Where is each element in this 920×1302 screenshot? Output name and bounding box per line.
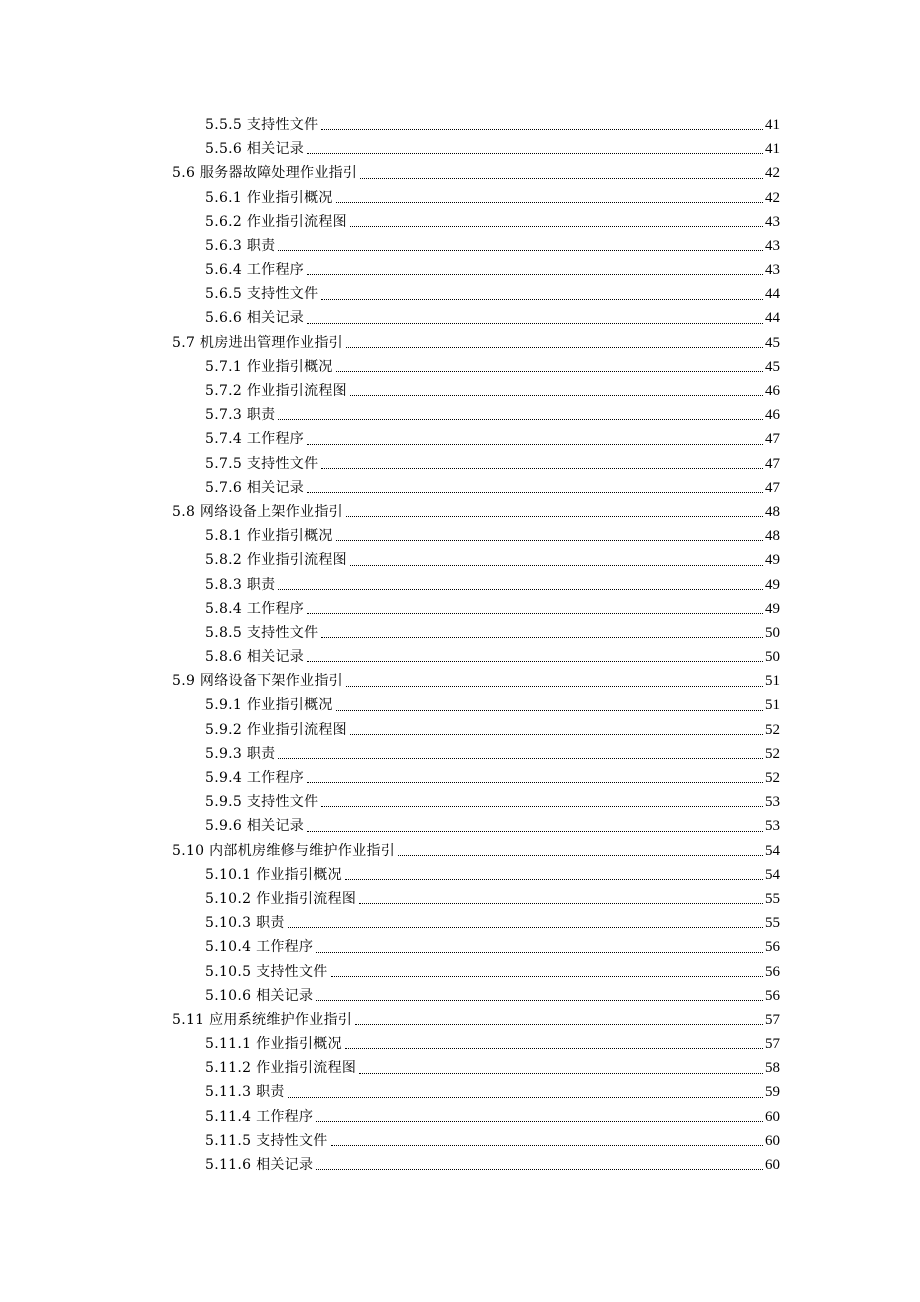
toc-entry-title: 5.8.6 相关记录 [205,649,305,666]
toc-entry-title: 5.8 网络设备上架作业指引 [172,503,343,520]
toc-entry-title: 5.9.2 作业指引流程图 [205,721,347,738]
toc-entry-page-number: 56 [765,963,780,980]
toc-entry-page-number: 60 [765,1157,780,1174]
toc-entry[interactable] [172,258,780,282]
toc-dot-leader [359,903,763,904]
toc-dot-leader [307,661,763,662]
toc-entry-page-number: 47 [765,479,780,496]
toc-entry-title: 5.7.3 职责 [205,407,276,424]
toc-entry-title: 5.9.3 职责 [205,745,276,762]
toc-entry-title: 5.8.4 工作程序 [205,600,305,617]
toc-entry[interactable] [172,887,780,911]
toc-entry-title: 5.9.6 相关记录 [205,818,305,835]
toc-entry-title: 5.11.3 职责 [205,1084,285,1101]
toc-entry-page-number: 57 [765,1011,780,1028]
toc-entry[interactable] [172,210,780,234]
toc-entry[interactable] [172,742,780,766]
toc-dot-leader [307,782,763,783]
toc-entry-page-number: 48 [765,503,780,520]
toc-entry[interactable] [172,331,780,355]
toc-entry-title: 5.11.2 作业指引流程图 [205,1060,357,1077]
toc-entry[interactable] [172,645,780,669]
toc-dot-leader [336,202,763,203]
toc-entry-page-number: 55 [765,890,780,907]
toc-entry-page-number: 46 [765,407,780,424]
toc-dot-leader [355,1024,763,1025]
toc-dot-leader [331,1145,763,1146]
toc-entry-page-number: 49 [765,576,780,593]
toc-entry[interactable] [172,379,780,403]
toc-entry[interactable] [172,621,780,645]
toc-entry-title: 5.8.3 职责 [205,576,276,593]
toc-entry-page-number: 56 [765,987,780,1004]
toc-entry[interactable] [172,984,780,1008]
toc-entry[interactable] [172,307,780,331]
toc-entry[interactable] [172,282,780,306]
toc-entry-page-number: 41 [765,141,780,158]
toc-entry[interactable] [172,113,780,137]
toc-entry-page-number: 42 [765,165,780,182]
toc-dot-leader [316,1169,763,1170]
toc-entry[interactable] [172,790,780,814]
toc-entry-title: 5.9.4 工作程序 [205,770,305,787]
toc-entry-title: 5.11.1 作业指引概况 [205,1036,342,1053]
toc-entry-page-number: 60 [765,1108,780,1125]
toc-entry-title: 5.11.6 相关记录 [205,1157,314,1174]
toc-entry[interactable] [172,427,780,451]
toc-dot-leader [359,1073,763,1074]
toc-dot-leader [307,274,763,275]
toc-entry-title: 5.6.5 支持性文件 [205,286,319,303]
toc-dot-leader [336,371,763,372]
toc-dot-leader [307,492,763,493]
toc-entry-page-number: 51 [765,697,780,714]
toc-dot-leader [307,323,763,324]
toc-entry[interactable] [172,718,780,742]
toc-entry-title: 5.10.3 职责 [205,915,285,932]
toc-dot-leader [307,613,763,614]
toc-entry-page-number: 43 [765,213,780,230]
toc-entry-page-number: 60 [765,1132,780,1149]
toc-entry-title: 5.5.5 支持性文件 [205,116,319,133]
toc-entry[interactable] [172,669,780,693]
toc-dot-leader [336,710,763,711]
toc-entry-page-number: 46 [765,383,780,400]
toc-dot-leader [350,395,763,396]
toc-dot-leader [350,226,763,227]
toc-entry-title: 5.10 内部机房维修与维护作业指引 [172,842,396,859]
toc-entry-title: 5.7 机房进出管理作业指引 [172,334,343,351]
toc-dot-leader [336,540,763,541]
toc-entry-title: 5.6 服务器故障处理作业指引 [172,165,358,182]
toc-entry[interactable] [172,1032,780,1056]
toc-entry-title: 5.9.5 支持性文件 [205,794,319,811]
toc-dot-leader [350,734,763,735]
toc-entry-title: 5.6.2 作业指引流程图 [205,213,347,230]
toc-entry[interactable] [172,1105,780,1129]
toc-entry-page-number: 56 [765,939,780,956]
toc-entry-page-number: 58 [765,1060,780,1077]
toc-entry-title: 5.7.2 作业指引流程图 [205,383,347,400]
toc-entry-title: 5.10.2 作业指引流程图 [205,890,357,907]
toc-entry-page-number: 41 [765,116,780,133]
toc-entry-page-number: 52 [765,721,780,738]
toc-entry-title: 5.11 应用系统维护作业指引 [172,1011,353,1028]
toc-entry[interactable] [172,137,780,161]
toc-dot-leader [321,637,763,638]
toc-entry[interactable] [172,597,780,621]
toc-entry-page-number: 44 [765,286,780,303]
toc-entry-page-number: 49 [765,600,780,617]
toc-entry-title: 5.6.6 相关记录 [205,310,305,327]
toc-entry-page-number: 48 [765,528,780,545]
toc-entry-title: 5.11.5 支持性文件 [205,1132,328,1149]
toc-entry-page-number: 53 [765,794,780,811]
toc-entry-title: 5.9.1 作业指引概况 [205,697,333,714]
toc-entry-title: 5.11.4 工作程序 [205,1108,314,1125]
toc-entry-page-number: 49 [765,552,780,569]
toc-entry-page-number: 53 [765,818,780,835]
toc-entry-title: 5.8.5 支持性文件 [205,624,319,641]
toc-entry-title: 5.8.1 作业指引概况 [205,528,333,545]
toc-entry-title: 5.10.6 相关记录 [205,987,314,1004]
toc-dot-leader [307,444,763,445]
toc-entry-title: 5.10.5 支持性文件 [205,963,328,980]
toc-dot-leader [398,855,763,856]
toc-entry[interactable] [172,524,780,548]
table-of-contents [172,113,780,1177]
toc-dot-leader [331,976,763,977]
toc-dot-leader [316,952,763,953]
toc-entry-title: 5.10.4 工作程序 [205,939,314,956]
toc-entry[interactable] [172,694,780,718]
toc-entry-page-number: 50 [765,649,780,666]
toc-dot-leader [307,153,763,154]
toc-entry[interactable] [172,960,780,984]
toc-entry[interactable] [172,476,780,500]
toc-entry-page-number: 47 [765,431,780,448]
toc-dot-leader [278,419,763,420]
toc-entry-page-number: 44 [765,310,780,327]
toc-dot-leader [321,468,763,469]
toc-entry[interactable] [172,839,780,863]
toc-entry[interactable] [172,1081,780,1105]
toc-dot-leader [316,1121,763,1122]
toc-entry[interactable] [172,573,780,597]
toc-entry-title: 5.5.6 相关记录 [205,141,305,158]
toc-dot-leader [346,516,763,517]
toc-entry-title: 5.6.1 作业指引概况 [205,189,333,206]
toc-entry-title: 5.7.5 支持性文件 [205,455,319,472]
toc-entry[interactable] [172,403,780,427]
toc-entry-title: 5.7.1 作业指引概况 [205,358,333,375]
toc-dot-leader [316,1000,763,1001]
toc-entry-page-number: 42 [765,189,780,206]
toc-dot-leader [321,129,763,130]
toc-entry[interactable] [172,1056,780,1080]
toc-dot-leader [345,1048,763,1049]
toc-entry-page-number: 47 [765,455,780,472]
toc-dot-leader [278,758,763,759]
toc-entry-title: 5.10.1 作业指引概况 [205,866,342,883]
toc-dot-leader [278,589,763,590]
toc-entry-page-number: 45 [765,358,780,375]
toc-entry-page-number: 54 [765,866,780,883]
toc-dot-leader [345,879,763,880]
toc-entry[interactable] [172,548,780,572]
toc-entry[interactable] [172,814,780,838]
toc-dot-leader [346,347,763,348]
toc-entry-page-number: 57 [765,1036,780,1053]
toc-entry[interactable] [172,766,780,790]
toc-entry[interactable] [172,452,780,476]
toc-entry-page-number: 59 [765,1084,780,1101]
toc-dot-leader [278,250,763,251]
toc-dot-leader [288,927,763,928]
toc-entry-page-number: 45 [765,334,780,351]
toc-entry-title: 5.6.3 职责 [205,237,276,254]
toc-dot-leader [288,1097,763,1098]
toc-entry-title: 5.7.4 工作程序 [205,431,305,448]
toc-entry[interactable] [172,863,780,887]
toc-entry[interactable] [172,500,780,524]
toc-entry-page-number: 51 [765,673,780,690]
toc-entry-page-number: 55 [765,915,780,932]
toc-entry-title: 5.7.6 相关记录 [205,479,305,496]
toc-dot-leader [360,178,763,179]
toc-entry[interactable] [172,911,780,935]
toc-entry[interactable] [172,355,780,379]
toc-entry[interactable] [172,1129,780,1153]
toc-entry-page-number: 54 [765,842,780,859]
toc-entry-page-number: 43 [765,262,780,279]
toc-entry[interactable] [172,935,780,959]
toc-dot-leader [346,686,763,687]
toc-entry[interactable] [172,1008,780,1032]
toc-entry[interactable] [172,161,780,185]
toc-dot-leader [307,831,763,832]
toc-dot-leader [321,806,763,807]
toc-entry-title: 5.8.2 作业指引流程图 [205,552,347,569]
toc-entry-page-number: 43 [765,237,780,254]
toc-entry[interactable] [172,234,780,258]
toc-entry-page-number: 52 [765,745,780,762]
toc-entry[interactable] [172,1153,780,1177]
toc-entry-page-number: 50 [765,624,780,641]
toc-entry-title: 5.6.4 工作程序 [205,262,305,279]
toc-dot-leader [350,565,763,566]
toc-entry-page-number: 52 [765,770,780,787]
toc-dot-leader [321,299,763,300]
toc-entry-title: 5.9 网络设备下架作业指引 [172,673,343,690]
toc-entry[interactable] [172,186,780,210]
